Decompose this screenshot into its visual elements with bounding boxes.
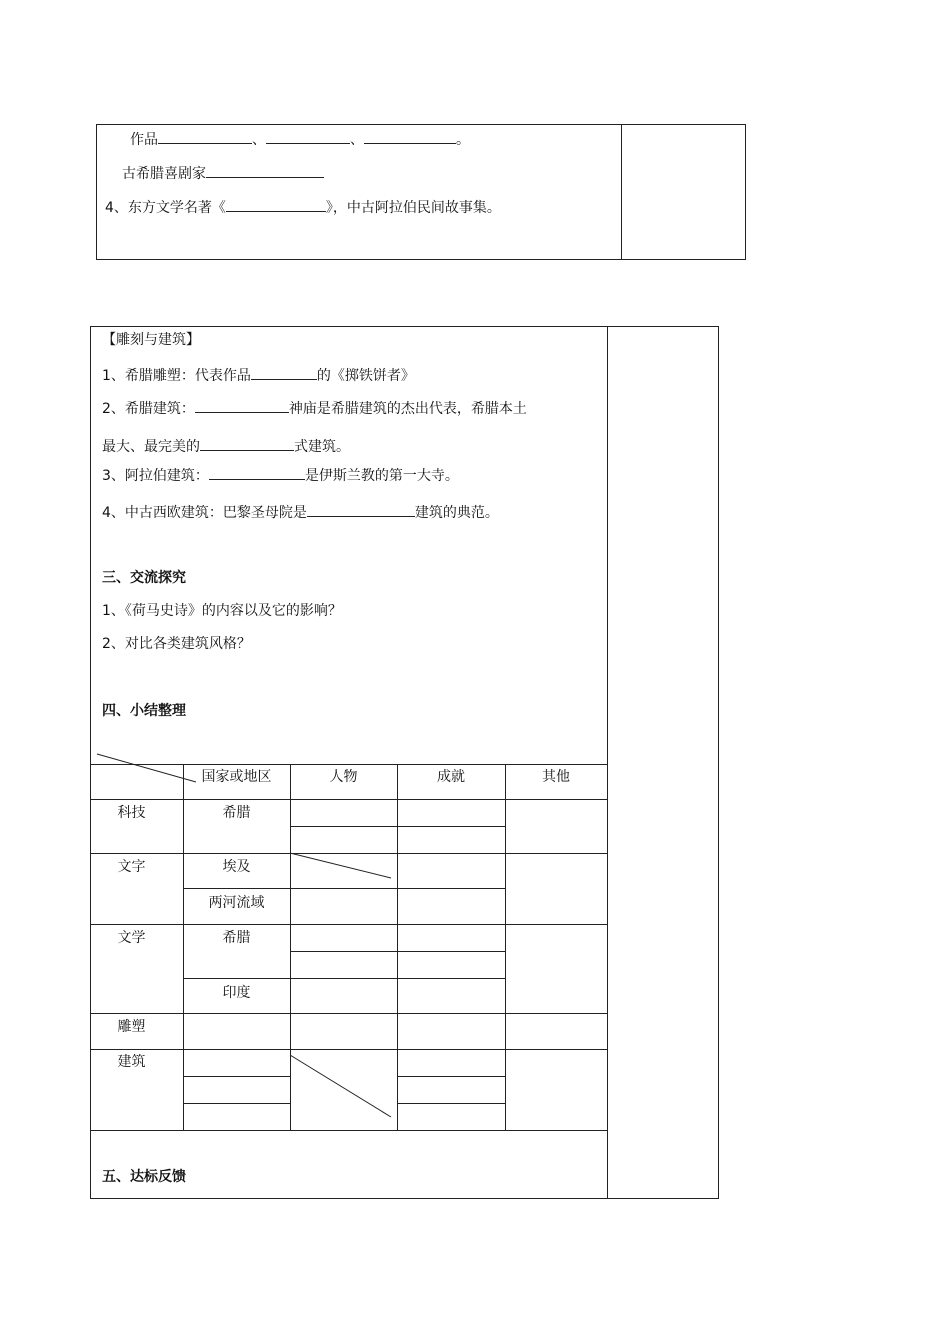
main-box-divider	[607, 326, 608, 1199]
category-writing: 文字	[117, 859, 146, 875]
eastern-literature-line: 4、东方文学名著《 》，中古阿拉伯民间故事集。	[105, 197, 501, 217]
part4-heading: 四、小结整理	[102, 703, 186, 719]
part3-question-1: 1、《荷马史诗》的内容以及它的影响？	[102, 603, 342, 619]
top-box-divider	[621, 124, 622, 260]
table-row-line	[90, 1049, 607, 1050]
table-subrow-line	[290, 826, 505, 827]
category-sculpture: 雕塑	[117, 1019, 146, 1035]
gothic-blank[interactable]	[307, 502, 415, 517]
table-col-line	[290, 764, 291, 1130]
works-line: 作品 、 、 。	[130, 129, 470, 149]
table-top-border	[90, 764, 607, 765]
works-blank-2[interactable]	[266, 129, 350, 144]
table-subrow-line	[183, 1103, 290, 1104]
section-heading: 【雕刻与建筑】	[102, 332, 200, 348]
mosque-blank[interactable]	[209, 465, 305, 480]
table-subrow-line	[183, 888, 505, 889]
greek-architecture-item: 2、希腊建筑： 神庙是希腊建筑的杰出代表，希腊本土	[102, 398, 527, 418]
greek-architecture-line2: 最大、最完美的 式建筑。	[102, 436, 350, 456]
region-mesopotamia: 两河流域	[208, 895, 265, 911]
table-row-line	[90, 799, 607, 800]
region-india: 印度	[222, 985, 251, 1001]
table-row-line	[90, 924, 607, 925]
works-label: 作品	[130, 132, 158, 148]
table-bottom-border	[90, 1130, 607, 1131]
table-subrow-line	[183, 978, 505, 979]
works-blank-3[interactable]	[364, 129, 456, 144]
style-blank[interactable]	[200, 436, 294, 451]
category-tech: 科技	[117, 805, 146, 821]
part3-heading: 三、交流探究	[102, 570, 186, 586]
works-blank-1[interactable]	[158, 129, 252, 144]
region-egypt: 埃及	[222, 859, 251, 875]
region-greece-literature: 希腊	[222, 930, 251, 946]
temple-blank[interactable]	[195, 398, 289, 413]
part3-question-2: 2、对比各类建筑风格？	[102, 636, 251, 652]
category-architecture: 建筑	[117, 1054, 146, 1070]
table-row-line	[90, 853, 607, 854]
comedian-label: 古希腊喜剧家	[122, 166, 206, 182]
header-region: 国家或地区	[201, 769, 272, 785]
comedian-line	[122, 163, 324, 183]
category-literature: 文学	[117, 930, 146, 946]
header-person: 人物	[329, 769, 358, 785]
header-other: 其他	[542, 769, 570, 785]
header-achievement: 成就	[437, 769, 465, 785]
west-europe-architecture-item: 4、中古西欧建筑：巴黎圣母院是 建筑的典范。	[102, 502, 499, 522]
arab-architecture-item: 3、阿拉伯建筑： 是伊斯兰教的第一大寺。	[102, 465, 459, 485]
table-subrow-line	[397, 1103, 505, 1104]
region-greece-tech: 希腊	[222, 805, 251, 821]
sculpture-item: 1、希腊雕塑：代表作品 的《掷铁饼者》	[102, 365, 415, 385]
part5-heading: 五、达标反馈	[102, 1169, 186, 1185]
table-subrow-line	[397, 1076, 505, 1077]
table-row-line	[90, 1013, 607, 1014]
sculpture-blank[interactable]	[251, 365, 317, 380]
main-box	[90, 326, 719, 1199]
literature-blank[interactable]	[226, 197, 326, 212]
table-subrow-line	[183, 1076, 290, 1077]
comedian-blank[interactable]	[206, 163, 324, 178]
table-col-line	[505, 764, 506, 1130]
table-subrow-line	[290, 951, 505, 952]
